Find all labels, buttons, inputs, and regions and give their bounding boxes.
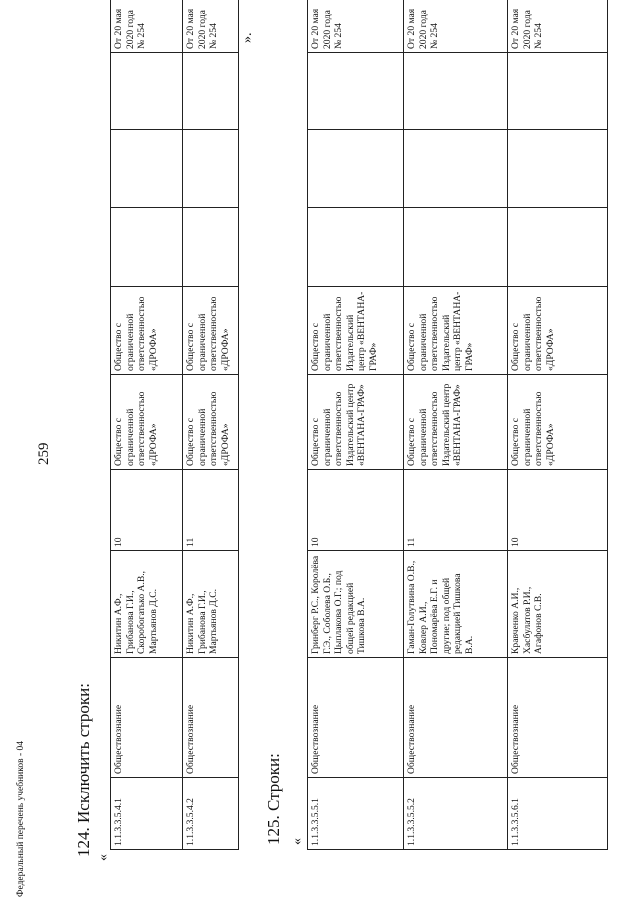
table-row [404, 0, 508, 850]
table-cell: 11 [404, 470, 508, 551]
table-cell [308, 208, 404, 287]
table-cell: От 20 мая 2020 года № 254 [404, 0, 508, 53]
footer-text: Федеральный перечень учебников - 04 [16, 740, 26, 897]
table-cell: Обществознание [111, 658, 183, 778]
table-cell: От 20 мая 2020 года № 254 [508, 0, 608, 53]
table-cell [508, 53, 608, 130]
table-row [308, 0, 404, 850]
table-cell [111, 130, 183, 208]
table-cell: 10 [308, 470, 404, 551]
table-cell: Общество с ограниченной ответственностью «ДРОФА» [508, 287, 608, 375]
table-cell [183, 208, 239, 287]
table-cell [508, 208, 608, 287]
section-124-heading: 124. Исключить строки: [74, 683, 93, 857]
table-cell: 1.1.3.3.5.4.2 [183, 778, 239, 850]
table-row [183, 0, 239, 850]
table-cell: От 20 мая 2020 года № 254 [111, 0, 183, 53]
page-number: 259 [36, 442, 52, 465]
table-cell [508, 130, 608, 208]
table-cell: 1.1.3.3.5.6.1 [508, 778, 608, 850]
table-cell: Кравченко А.И., Хасбулатов Р.И., Агафонов С.В. [508, 551, 608, 658]
table-124 [110, 0, 239, 850]
table-cell: Никитин А.Ф., Грибанова Г.И., Скоробогатько А.В., Мартьянов Д.С. [111, 551, 183, 658]
table-cell: Общество с ограниченной ответственностью Издательский центр «ВЕНТАНА-ГРАФ» [404, 375, 508, 470]
table-cell: Общество с ограниченной ответственностью «ДРОФА» [111, 375, 183, 470]
table-cell: 1.1.3.3.5.5.2 [404, 778, 508, 850]
table-cell: 11 [183, 470, 239, 551]
table-cell: Обществознание [308, 658, 404, 778]
table-cell: Общество с ограниченной ответственностью «ДРОФА» [183, 375, 239, 470]
table-cell: Никитин А.Ф., Грибанова Г.И., Мартьянов Д.С. [183, 551, 239, 658]
table-cell [183, 53, 239, 130]
section-124-open-quote: « [96, 854, 111, 861]
section-124-close-quote: ». [240, 32, 255, 43]
table-cell [308, 53, 404, 130]
table-cell [111, 53, 183, 130]
table-cell: Гринберг Р.С., Королёва Г.Э., Соболева О.Б., Цыплакова О.Г.; под общей редакцией Тишкова В.А. [308, 551, 404, 658]
table-row [508, 0, 608, 850]
table-cell [308, 130, 404, 208]
table-cell: Гаман-Голутвина О.В., Ковлер А.И., Пономарёва Е.Г. и другие; под общей редакцией Тишкова В.А. [404, 551, 508, 658]
table-cell [111, 208, 183, 287]
table-cell [404, 130, 508, 208]
table-cell: 1.1.3.3.5.4.1 [111, 778, 183, 850]
table-cell [404, 208, 508, 287]
table-125 [307, 0, 608, 850]
table-cell [183, 130, 239, 208]
table-cell: Общество с ограниченной ответственностью Издательский центр «ВЕНТАНА-ГРАФ» [308, 375, 404, 470]
table-cell: Общество с ограниченной ответственностью Издательский центр «ВЕНТАНА-ГРАФ» [404, 287, 508, 375]
table-cell: Общество с ограниченной ответственностью «ДРОФА» [111, 287, 183, 375]
table-cell: От 20 мая 2020 года № 254 [308, 0, 404, 53]
section-125-open-quote: « [290, 838, 305, 845]
table-cell: Общество с ограниченной ответственностью «ДРОФА» [183, 287, 239, 375]
table-cell: Обществознание [404, 658, 508, 778]
table-cell: Обществознание [508, 658, 608, 778]
table-cell: Общество с ограниченной ответственностью «ДРОФА» [508, 375, 608, 470]
table-cell: От 20 мая 2020 года № 254 [183, 0, 239, 53]
table-cell: Общество с ограниченной ответственностью Издательский центр «ВЕНТАНА-ГРАФ» [308, 287, 404, 375]
table-row [111, 0, 183, 850]
table-cell: 1.1.3.3.5.5.1 [308, 778, 404, 850]
table-cell: 10 [111, 470, 183, 551]
section-125-heading: 125. Строки: [264, 753, 283, 845]
table-cell [404, 53, 508, 130]
table-cell: Обществознание [183, 658, 239, 778]
table-cell: 10 [508, 470, 608, 551]
